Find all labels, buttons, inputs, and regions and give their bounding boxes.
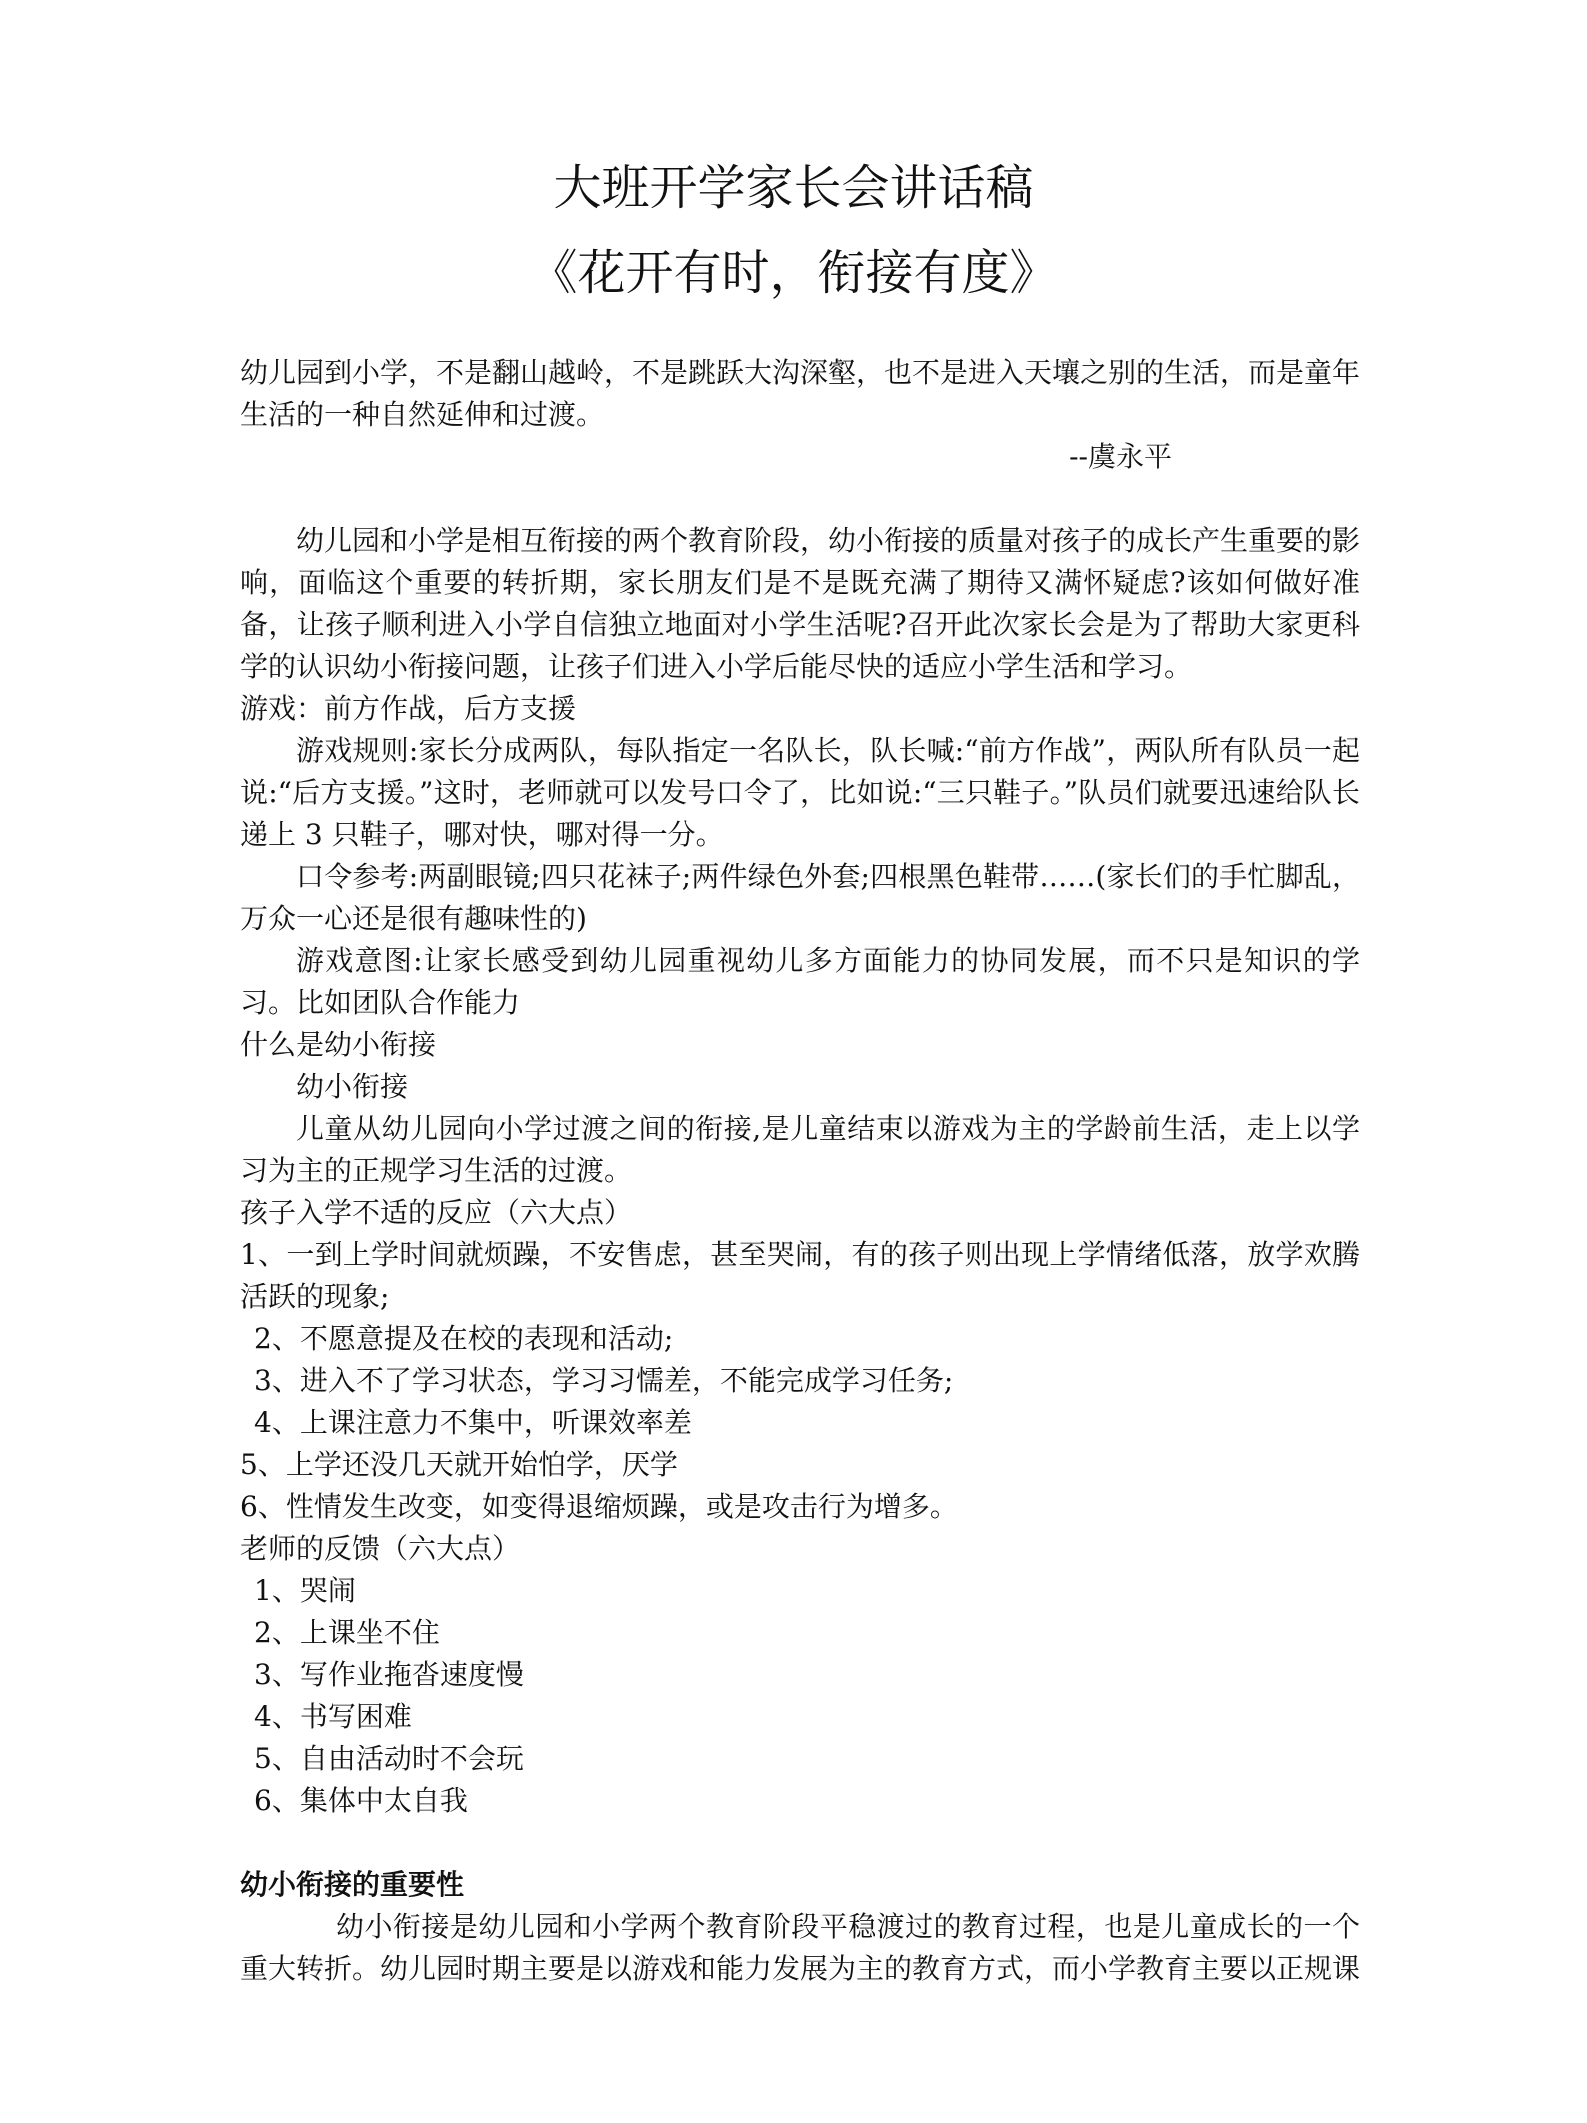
feedback-item: 3、写作业拖沓速度慢: [254, 1658, 524, 1691]
feedback-item: 4、书写困难: [254, 1700, 412, 1733]
epigraph-author: --虞永平: [1069, 440, 1172, 473]
document-subtitle: 《花开有时，衔接有度》: [529, 245, 1058, 301]
feedback-heading: 老师的反馈（六大点）: [240, 1532, 521, 1565]
feedback-item: 6、集体中太自我: [254, 1784, 468, 1817]
what-is-heading: 什么是幼小衔接: [240, 1028, 437, 1061]
feedback-item: 2、上课坐不住: [254, 1616, 440, 1649]
document-title: 大班开学家长会讲话稿: [553, 160, 1034, 216]
game-intent-paragraph: 游戏意图:让家长感受到幼儿园重视幼儿多方面能力的协同发展，而不只是知识的学习。比如团队合作能力: [240, 944, 1360, 1019]
intro-paragraph: 幼儿园和小学是相互衔接的两个教育阶段，幼小衔接的质量对孩子的成长产生重要的影响，面临这个重要的转折期，家长朋友们是不是既充满了期待又满怀疑虑?该如何做好准备，让孩子顺利进入小学自信独立地面对小学生活呢?召开此次家长会是为了帮助大家更科学的认识幼小衔接问题，让孩子们进入小学后能尽快的适应小学生活和学习。: [240, 524, 1361, 683]
reaction-item: 2、不愿意提及在校的表现和活动;: [254, 1322, 674, 1355]
reaction-item: 4、上课注意力不集中，听课效率差: [254, 1406, 692, 1439]
reaction-item: 6、性情发生改变，如变得退缩烦躁，或是攻击行为增多。: [240, 1490, 958, 1523]
epigraph-quote: 幼儿园到小学，不是翻山越岭，不是跳跃大沟深壑，也不是进入天壤之别的生活，而是童年生活的一种自然延伸和过渡。: [240, 356, 1361, 431]
game-title: 游戏：前方作战，后方支援: [240, 692, 577, 725]
importance-paragraph: 幼小衔接是幼儿园和小学两个教育阶段平稳渡过的教育过程，也是儿童成长的一个重大转折。幼儿园时期主要是以游戏和能力发展为主的教育方式，而小学教育主要以正规课: [240, 1910, 1361, 1985]
reaction-item: 5、上学还没几天就开始怕学，厌学: [240, 1448, 678, 1481]
document-body: [240, 352, 1360, 1990]
reactions-heading: 孩子入学不适的反应（六大点）: [240, 1196, 633, 1229]
feedback-item: 1、哭闹: [254, 1574, 356, 1607]
feedback-item: 5、自由活动时不会玩: [254, 1742, 524, 1775]
what-is-subheading: 幼小衔接: [296, 1070, 409, 1103]
game-commands-paragraph: 口令参考:两副眼镜;四只花袜子;两件绿色外套;四根黑色鞋带……(家长们的手忙脚乱，万众一心还是很有趣味性的): [240, 860, 1360, 935]
reaction-item: 3、进入不了学习状态，学习习懦差，不能完成学习任务;: [254, 1364, 954, 1397]
importance-heading: 幼小衔接的重要性: [240, 1868, 465, 1901]
what-is-paragraph: 儿童从幼儿园向小学过渡之间的衔接,是儿童结束以游戏为主的学龄前生活，走上以学习为主的正规学习生活的过渡。: [240, 1112, 1360, 1187]
game-rules-paragraph: 游戏规则:家长分成两队，每队指定一名队长，队长喊:“前方作战”，两队所有队员一起说:“后方支援。”这时，老师就可以发号口令了，比如说:“三只鞋子。”队员们就要迅速给队长递上 3 只鞋子，哪对快，哪对得一分。: [240, 734, 1360, 851]
reaction-item: 1、一到上学时间就烦躁，不安售虑，甚至哭闹，有的孩子则出现上学情绪低落，放学欢腾活跃的现象;: [240, 1238, 1360, 1313]
